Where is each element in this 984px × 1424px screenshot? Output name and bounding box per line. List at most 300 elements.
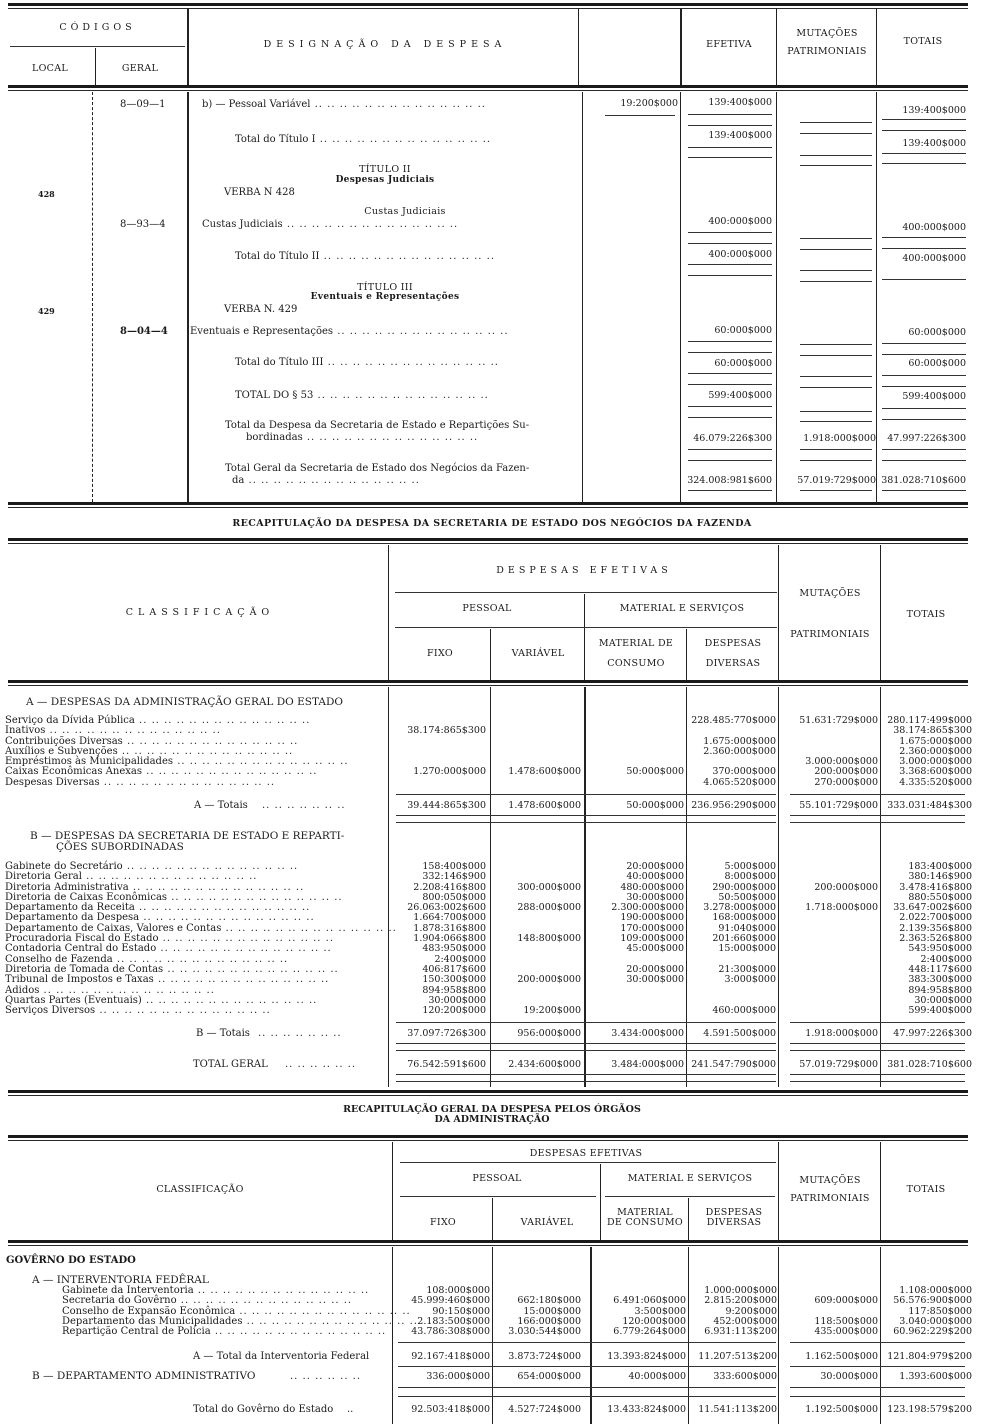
cell-consumo: 2.300:000$000 [611,902,684,914]
cell-totais: 30:000$000 [914,994,972,1006]
cell-totais: 38.174:865$300 [893,725,972,737]
total-geral-diversas: 241.547:790$000 [691,1059,776,1070]
dots: .. .. .. .. .. .. [285,1059,357,1070]
cell-diversas: 1.675:000$000 [703,735,776,747]
cell-fixo: 800:050$000 [422,891,486,903]
cell-consumo: 20:000$000 [626,861,684,872]
cell-totais: 183:400$000 [908,861,972,872]
cell-mutacoes [805,1006,878,1016]
cell-totais: 383:300$000 [908,974,972,986]
total-a-totais: 121.804:979$200 [887,1351,972,1362]
cell-consumo: 120:000$000 [622,1315,686,1327]
cell-consumo: 50:000$000 [626,766,684,778]
cell-mutacoes: 1.718:000$000 [805,902,878,914]
total-governo-label: Total do Govêrno do Estado [193,1404,334,1415]
section-b-title-2: ÇÕES SUBORDINADAS [56,841,184,853]
row-label: Serviços Diversos .. .. [5,1006,397,1016]
cell-totais: 280.117:499$000 [887,715,972,726]
header-codigos: CÓDIGOS [59,22,136,33]
row-label: Departamento da Receita .. .. [5,903,397,913]
header-material-consumo: MATERIAL DE [598,638,674,649]
cell-variavel: 3.030:544$000 [508,1326,581,1338]
header-despesas-efetivas: DESPESAS EFETIVAS [496,565,672,576]
row-label: Total do Título III .. .. [235,357,499,368]
section-b-labels [5,862,397,1016]
titulo-3-subtitle: Eventuais e Representações [310,292,460,302]
cell-variavel [508,737,581,747]
cell-variavel: 15:000$000 [523,1305,581,1317]
col-diversas [704,1286,777,1337]
titulo-2-subtitle: Despesas Judiciais [335,175,435,185]
section-b-totais: 1.393:600$000 [899,1371,972,1382]
header-pessoal: PESSOAL [472,1173,522,1184]
code-geral: 8—93—4 [120,219,166,230]
cell-fixo: 1.904:066$800 [413,933,486,945]
total-consumo: 50:000$000 [626,800,684,811]
header-classificacao: CLASSIFICAÇÃO [156,1184,244,1195]
total-governo-variavel: 4.527:724$000 [508,1404,581,1415]
cell-fixo: 1.270:000$000 [413,766,486,778]
total-variavel: 1.478:600$000 [508,800,581,811]
cell-diversas: 4.065:520$000 [703,776,776,788]
section-a-title: A — INTERVENTORIA FEDÊRAL [32,1274,209,1286]
code-local: 429 [38,306,55,316]
row-label: Gabinete da Interventoria .. .. [62,1286,418,1296]
section-b-mutacoes: 30:000$000 [820,1371,878,1382]
section-b-fixo: 336:000$000 [426,1371,490,1382]
total-governo-consumo: 13.433:824$000 [607,1404,686,1415]
cell-totais: 33.647:002$600 [893,902,972,914]
cell-totais: 60.962:229$200 [893,1326,972,1338]
col-mutacoes [805,862,878,1016]
cell-mutacoes: 51.631:729$000 [799,715,878,726]
cell-fixo: 406:817$600 [422,963,486,975]
value-efetiva: 324.008:981$600 [687,475,772,486]
row-label: Eventuais e Representações .. .. [190,326,509,337]
row-label: Despesas Diversas .. .. [5,778,349,788]
cell-mutacoes: 200:000$000 [814,881,878,893]
row-label: Custas Judiciais .. .. [202,219,458,230]
header-despesas-diversas: DESPESAS [704,638,762,649]
cell-variavel: 200:000$000 [517,974,581,986]
cell-mutacoes [805,955,878,965]
row-label: Conselho de Expansão Econômica .. .. [62,1307,418,1317]
row-label: Diretoria Geral .. .. [5,872,397,882]
header-material-servicos: MATERIAL E SERVIÇOS [627,1173,753,1184]
cell-totais: 880:550$000 [908,891,972,903]
header-totais: TOTAIS [906,609,946,620]
cell-mutacoes [805,944,878,954]
cell-totais: 894:958$800 [908,984,972,996]
cell-consumo: 40:000$000 [626,871,684,883]
total-governo-fixo: 92.503:418$000 [411,1404,490,1415]
row-label: Total da Despesa da Secretaria de Estado e Repartições Su- [225,420,530,431]
value-totais: 60:000$000 [908,358,966,369]
cell-variavel [517,944,581,954]
dots: .. .. .. .. .. .. [290,1371,362,1382]
value-efetiva: 60:000$000 [714,325,772,336]
cell-fixo: 2.183:500$000 [417,1315,490,1327]
cell-diversas: 290:000$000 [712,881,776,893]
row-label: Serviço da Dívida Pública .. .. [5,716,349,726]
cell-variavel: 1.478:600$000 [508,766,581,778]
cell-fixo: 43.786:308$000 [411,1326,490,1338]
total-geral-consumo: 3.484:000$000 [611,1059,684,1070]
cell-fixo: 45.999:460$000 [411,1295,490,1307]
cell-mutacoes [805,996,878,1006]
cell-mutacoes [805,975,878,985]
value-mutacoes: 57.019:729$000 [797,475,876,486]
col-consumo [626,716,684,788]
total-fixo: 37.097:726$300 [407,1028,486,1039]
cell-diversas [703,986,776,996]
col-fixo [407,716,486,788]
header-fixo: FIXO [427,648,453,659]
total-geral-mutacoes: 57.019:729$000 [799,1059,878,1070]
header-designacao: DESIGNAÇÃO DA DESPESA [263,39,507,50]
value-totais: 60:000$000 [908,327,966,338]
value-efetiva: 139:400$000 [708,130,772,141]
section-a-title: A — DESPESAS DA ADMINISTRAÇÃO GERAL DO ESTADO [26,696,344,708]
cell-consumo [611,996,684,1006]
col-variavel [508,1286,581,1337]
row-label: Gabinete do Secretário .. .. [5,862,397,872]
value-efetiva: 599:400$000 [708,390,772,401]
header-material-consumo: MATERIAL [617,1207,673,1218]
cell-fixo: 332:146$900 [422,871,486,883]
row-label: Caixas Econômicas Anexas .. .. [5,767,349,777]
cell-consumo: 170:000$000 [620,922,684,934]
header-classificacao: CLASSIFICAÇÃO [125,607,275,618]
header-efetiva: EFETIVA [706,39,752,50]
col-variavel [508,716,581,788]
group-title: GOVÊRNO DO ESTADO [6,1255,136,1266]
cell-totais: 3.040:000$000 [899,1315,972,1327]
cell-mutacoes: 435:000$000 [814,1326,878,1338]
cell-totais: 2.363:526$800 [899,933,972,945]
col-totais [893,862,972,1016]
row-label: Inativos .. .. [5,726,349,736]
header-local: LOCAL [31,63,69,74]
row-label: Procuradoria Fiscal do Estado .. .. [5,934,397,944]
value-efetiva: 400:000$000 [708,216,772,227]
total-governo-diversas: 11.541:113$200 [698,1404,777,1415]
cell-totais: 380:146$900 [908,871,972,883]
cell-totais: 4.335:520$000 [899,776,972,788]
table-3-title: RECAPITULAÇÃO GERAL DA DESPESA PELOS ÓRGÃOS [343,1104,641,1115]
total-a-mutacoes: 1.162:500$000 [805,1351,878,1362]
dots: .. [347,1404,354,1415]
cell-consumo [626,778,684,788]
cell-variavel: 19:200$000 [523,1005,581,1017]
titulo-3-heading: TÍTULO III [357,282,413,293]
cell-totais: 543:950$000 [908,943,972,955]
section-b-consumo: 40:000$000 [628,1371,686,1382]
col-consumo [613,1286,686,1337]
header-despesas-diversas-2: DIVERSAS [706,1217,762,1228]
cell-totais: 3.368:600$000 [899,766,972,778]
cell-totais: 2.022:700$000 [899,912,972,924]
cell-mutacoes: 609:000$000 [814,1295,878,1307]
cell-fixo: 26.063:002$600 [407,902,486,914]
header-geral: GERAL [121,63,159,74]
total-a-variavel: 3.873:724$000 [508,1351,581,1362]
header-variavel: VARIÁVEL [520,1217,574,1228]
section-b-totals-label: B — Totais [196,1028,250,1039]
col-totais [893,1286,972,1337]
cell-consumo [626,716,684,726]
cell-variavel: 288:000$000 [517,902,581,914]
value-totais: 47.997:226$300 [887,433,966,444]
cell-consumo: 109:000$000 [620,933,684,945]
cell-consumo [611,1006,684,1016]
section-b-label: B — DEPARTAMENTO ADMINISTRATIVO [32,1370,256,1382]
row-label: Auxílios e Subvenções .. .. [5,747,349,757]
cell-variavel [508,726,581,736]
cell-totais: 3.478:416$800 [899,881,972,893]
header-material-consumo-2: DE CONSUMO [607,1217,683,1228]
value-totais: 400:000$000 [902,222,966,233]
value-totais: 599:400$000 [902,391,966,402]
cell-consumo: 190:000$000 [620,912,684,924]
cell-fixo: 2.208:416$800 [413,881,486,893]
row-label: Total Geral da Secretaria de Estado dos Negócios da Fazen- [225,463,530,474]
cell-fixo: 2:400$000 [434,953,486,965]
cell-totais: 2.360:000$000 [899,745,972,757]
header-totais: TOTAIS [903,36,943,47]
cell-diversas: 370:000$000 [712,766,776,778]
value-efetiva: 139:400$000 [708,97,772,108]
dots: .. .. .. .. .. .. .. [258,1028,342,1039]
cell-variavel [517,862,581,872]
cell-totais: 3.000:000$000 [899,756,972,768]
total-totais: 47.997:226$300 [893,1028,972,1039]
cell-diversas: 5:000$000 [724,861,776,872]
table-2-title: RECAPITULAÇÃO DA DESPESA DA SECRETARIA DE ESTADO DOS NEGÓCIOS DA FAZENDA [232,518,752,529]
cell-diversas: 228.485:770$000 [691,715,776,726]
cell-consumo [626,747,684,757]
cell-fixo [407,778,486,788]
header-despesas-efetivas: DESPESAS EFETIVAS [529,1148,643,1159]
row-label: Contadoria Central do Estado .. .. [5,944,397,954]
cell-fixo: 108:000$000 [426,1285,490,1296]
code-geral: 8—04—4 [120,326,168,337]
cell-fixo: 1.664:700$000 [413,912,486,924]
total-a-consumo: 13.393:824$000 [607,1351,686,1362]
row-label: Repartição Central de Polícia .. .. [62,1327,418,1337]
cell-variavel: 662:180$000 [517,1295,581,1307]
col-mutacoes [799,716,878,788]
header-patrimoniais: PATRIMONIAIS [790,629,870,640]
section-a-labels [5,716,349,788]
total-governo-mutacoes: 1.192:500$000 [805,1404,878,1415]
cell-totais: 599:400$000 [908,1005,972,1017]
section-b-diversas: 333:600$000 [713,1371,777,1382]
cell-mutacoes [805,934,878,944]
total-a-label: A — Total da Interventoria Federal [193,1351,370,1362]
row-label: Secretaria do Govêrno .. .. [62,1296,418,1306]
value-mutacoes: 1.918:000$000 [803,433,876,444]
row-label: TOTAL DO § 53 .. .. [235,390,489,401]
cell-mutacoes [799,737,878,747]
cell-variavel: 166:000$000 [517,1315,581,1327]
cell-variavel [517,986,581,996]
row-label-cont: da .. .. [232,475,420,486]
value-totais: 400:000$000 [902,253,966,264]
total-mutacoes: 55.101:729$000 [799,800,878,811]
cell-fixo [407,737,486,747]
cell-mutacoes [805,986,878,996]
titulo-2-heading: TÍTULO II [359,164,411,175]
total-fixo: 39.444:865$300 [407,800,486,811]
row-label: Diretoria de Tomada de Contas .. .. [5,965,397,975]
col-totais [887,716,972,788]
cell-fixo: 158:400$000 [422,861,486,872]
cell-variavel [508,747,581,757]
row-label: Diretoria de Caixas Econômicas .. .. [5,893,397,903]
header-mutacoes: MUTAÇÕES [799,588,861,599]
section-b-variavel: 654:000$000 [517,1371,581,1382]
row-label: Total do Título II .. .. [235,251,495,262]
cell-totais: 1.108:000$000 [899,1285,972,1296]
col-mutacoes [814,1286,878,1337]
row-label: Departamento das Municipalidades .. .. [62,1317,418,1327]
row-label: Total do Título I .. .. [235,134,491,145]
total-a-diversas: 11.207:513$200 [698,1351,777,1362]
cell-diversas: 9:200$000 [725,1305,777,1317]
row-label-cont: bordinadas .. .. [246,432,478,443]
col-fixo [411,1286,490,1337]
cell-fixo: 483:950$000 [422,943,486,955]
cell-diversas: 201:660$000 [712,933,776,945]
cell-mutacoes: 118:500$000 [814,1315,878,1327]
cell-diversas: 3.278:000$000 [703,902,776,914]
cell-fixo: 1.878:316$800 [413,922,486,934]
cell-totais: 2.139:356$800 [899,922,972,934]
total-geral-label: TOTAL GERAL [193,1059,268,1070]
cell-consumo [611,986,684,996]
cell-consumo: 3:500$000 [634,1305,686,1317]
cell-totais: 117:850$000 [908,1305,972,1317]
total-governo-totais: 123.198:579$200 [887,1404,972,1415]
cell-diversas: 6.931:113$200 [704,1326,777,1338]
header-patrimoniais: PATRIMONIAIS [787,46,867,57]
cell-diversas: 3:000$000 [724,974,776,986]
dots: .. .. .. .. .. .. .. [262,800,346,811]
cell-fixo: 90:150$000 [432,1305,490,1317]
verba-label: VERBA N. 429 [224,304,298,315]
cell-diversas: 168:000$000 [712,912,776,924]
cell-diversas: 8:000$000 [724,871,776,883]
cell-fixo: 30:000$000 [428,994,486,1006]
cell-mutacoes: 270:000$000 [814,776,878,788]
header-mutacoes: MUTAÇÕES [799,1175,861,1186]
total-a-fixo: 92.167:418$000 [411,1351,490,1362]
row-label: Departamento da Despesa .. .. [5,913,397,923]
value-totais: 139:400$000 [902,138,966,149]
cell-variavel: 300:000$000 [517,881,581,893]
cell-diversas: 460:000$000 [712,1005,776,1017]
row-label: Diretoria Administrativa .. .. [5,883,397,893]
value-totais: 381.028:710$600 [881,475,966,486]
cell-consumo: 480:000$000 [620,881,684,893]
value-efetiva: 46.079:226$300 [693,433,772,444]
col-diversas [691,716,776,788]
cell-totais: 56.576:900$000 [893,1295,972,1307]
section-b-title: B — DESPESAS DA SECRETARIA DE ESTADO E REPARTI- [30,830,345,842]
cell-mutacoes: 3.000:000$000 [805,756,878,768]
cell-consumo: 30:000$000 [626,974,684,986]
cell-diversas: 2.815:200$000 [704,1295,777,1307]
cell-mutacoes: 200:000$000 [814,766,878,778]
header-mutacoes: MUTAÇÕES [796,28,858,39]
cell-fixo: 894:958$800 [422,984,486,996]
cell-consumo: 30:000$000 [626,891,684,903]
cell-diversas: 1.000:000$000 [704,1285,777,1296]
cell-mutacoes [805,862,878,872]
cell-mutacoes [805,913,878,923]
cell-consumo [626,737,684,747]
row-label: Tribunal de Impostos e Taxas .. .. [5,975,397,985]
value-sub: 19:200$000 [620,98,678,109]
total-geral-totais: 381.028:710$600 [887,1059,972,1070]
cell-consumo [626,726,684,736]
header-pessoal: PESSOAL [462,603,512,614]
cell-variavel [508,778,581,788]
cell-variavel: 148:800$000 [517,933,581,945]
cell-diversas: 2.360:000$000 [703,745,776,757]
col-fixo [407,862,486,1016]
header-totais: TOTAIS [906,1184,946,1195]
row-label: b) — Pessoal Variável .. .. [202,99,486,110]
cell-consumo: 6.779:264$000 [613,1326,686,1338]
row-label: Quartas Partes (Eventuais) .. .. [5,996,397,1006]
value-efetiva: 60:000$000 [714,358,772,369]
cell-consumo: 45:000$000 [626,943,684,955]
col-variavel [517,862,581,1016]
row-label: Departamento de Caixas, Valores e Contas .. .. [5,924,397,934]
cell-fixo: 38.174:865$300 [407,725,486,737]
total-geral-variavel: 2.434:600$000 [508,1059,581,1070]
code-geral: 8—09—1 [120,99,166,110]
col-diversas [703,862,776,1016]
total-diversas: 236.956:290$000 [691,800,776,811]
cell-mutacoes [799,726,878,736]
cell-fixo [407,747,486,757]
table-3-title-2: DA ADMINISTRAÇÃO [434,1114,550,1125]
row-label: Conselho de Fazenda .. .. [5,955,397,965]
cell-diversas: 91:040$000 [718,922,776,934]
cell-diversas: 21:300$000 [718,963,776,975]
cell-variavel [508,716,581,726]
cell-totais: 2:400$000 [920,953,972,965]
section-a-totals-label: A — Totais [194,800,248,811]
cell-consumo: 6.491:060$000 [613,1295,686,1307]
header-material-servicos: MATERIAL E SERVIÇOS [619,603,745,614]
cell-totais: 1.675:000$000 [899,735,972,747]
total-diversas: 4.591:500$000 [703,1028,776,1039]
section-a-labels [62,1286,418,1337]
cell-mutacoes [805,924,878,934]
total-consumo: 3.434:000$000 [611,1028,684,1039]
header-despesas-diversas-2: DIVERSAS [705,658,761,669]
total-variavel: 956:000$000 [517,1028,581,1039]
header-patrimoniais: PATRIMONIAIS [790,1193,870,1204]
value-efetiva: 400:000$000 [708,249,772,260]
cell-variavel [517,955,581,965]
header-variavel: VARIÁVEL [511,648,565,659]
col-consumo [611,862,684,1016]
